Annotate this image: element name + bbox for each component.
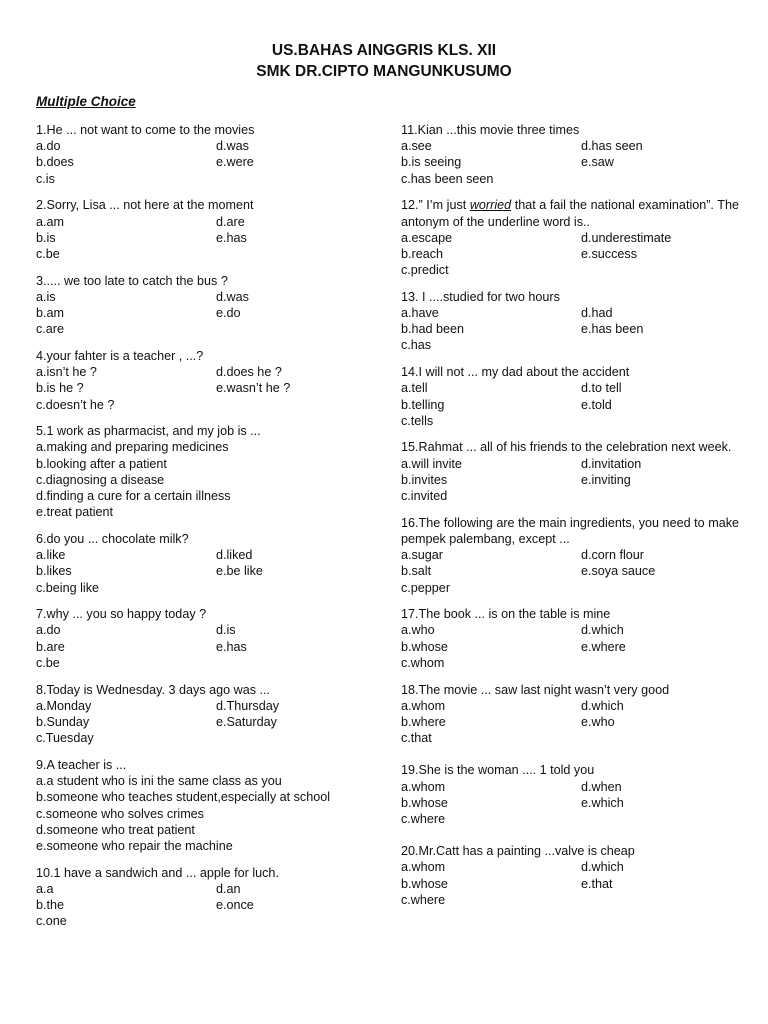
option-d: d.which: [581, 623, 624, 638]
question-stem: 2.Sorry, Lisa ... not here at the moment: [36, 198, 254, 213]
option-b: b.am: [36, 306, 64, 321]
question-19: [401, 762, 739, 827]
option-e: e.someone who repair the machine: [36, 838, 233, 853]
option-a: a.a student who is ini the same class as you: [36, 774, 282, 789]
option-c: c.one: [36, 914, 67, 929]
question-stem: [401, 197, 739, 229]
question-4: [36, 348, 366, 413]
question-3: [36, 273, 366, 338]
option-c: c.doesn’t he ?: [36, 397, 115, 412]
option-d: d.corn flour: [581, 548, 644, 563]
option-e: e.once: [216, 898, 254, 913]
options-grid: [401, 456, 739, 505]
question-stem: 5.1 work as pharmacist, and my job is ...: [36, 424, 261, 439]
option-a: a.like: [36, 548, 66, 563]
question-stem: 8.Today is Wednesday. 3 days ago was ...: [36, 682, 271, 697]
option-a: a.Monday: [36, 698, 92, 713]
question-20: [401, 843, 739, 908]
option-e: e.which: [581, 795, 624, 810]
options-grid: [36, 547, 366, 596]
question-9: [36, 757, 366, 854]
option-b: b.likes: [36, 564, 72, 579]
question-column-right: [401, 122, 739, 919]
question-13: [401, 289, 739, 354]
question-stem: 3..... we too late to catch the bus ?: [36, 273, 228, 288]
option-a: a.who: [401, 623, 435, 638]
question-12: [401, 197, 739, 278]
option-d: d.someone who treat patient: [36, 822, 195, 837]
underlined-word: worried: [469, 198, 512, 213]
question-stem: 15.Rahmat ... all of his friends to the celebration next week.: [401, 440, 732, 455]
section-title: Multiple Choice: [36, 94, 136, 109]
option-b: b.whose: [401, 639, 448, 654]
option-a: a.sugar: [401, 548, 444, 563]
option-c: c.whom: [401, 655, 445, 670]
question-11: [401, 122, 739, 187]
option-b: b.salt: [401, 564, 432, 579]
option-c: c.invited: [401, 489, 448, 504]
option-d: d.finding a cure for a certain illness: [36, 489, 231, 504]
option-c: c.tells: [401, 413, 434, 428]
question-stem: 9.A teacher is ...: [36, 757, 127, 772]
question-16: [401, 515, 739, 596]
option-a: a.see: [401, 139, 432, 154]
option-c: c.where: [401, 812, 446, 827]
option-e: e.that: [581, 876, 613, 891]
option-b: b.are: [36, 639, 65, 654]
option-c: c.someone who solves crimes: [36, 806, 204, 821]
option-c: c.has been seen: [401, 171, 494, 186]
option-e: e.inviting: [581, 472, 631, 487]
question-stem: 14.I will not ... my dad about the accident: [401, 365, 630, 380]
option-a: a.making and preparing medicines: [36, 440, 229, 455]
option-d: d.does he ?: [216, 365, 282, 380]
option-d: d.which: [581, 698, 624, 713]
question-stem: 1.He ... not want to come to the movies: [36, 123, 255, 137]
option-e: e.saw: [581, 155, 614, 170]
question-10: [36, 865, 366, 930]
option-a: a.tell: [401, 381, 428, 396]
question-stem: 18.The movie ... saw last night wasn’t very good: [401, 682, 670, 697]
option-c: c.be: [36, 655, 60, 670]
question-5: [36, 423, 366, 520]
question-stem: 11.Kian ...this movie three times: [401, 123, 580, 137]
question-2: [36, 197, 366, 262]
options-list: [36, 773, 366, 854]
option-d: d.invitation: [581, 456, 642, 471]
option-c: c.where: [401, 892, 446, 907]
question-stem: 16.The following are the main ingredients, you need to make pempek palembang, except ...: [401, 515, 739, 546]
question-14: [401, 364, 739, 429]
question-stem: 4.your fahter is a teacher , ...?: [36, 348, 204, 363]
options-grid: [36, 364, 366, 413]
option-a: a.escape: [401, 230, 453, 245]
option-b: b.invites: [401, 472, 448, 487]
option-e: e.who: [581, 715, 615, 729]
option-a: a.do: [36, 139, 61, 154]
question-stem: 6.do you ... chocolate milk?: [36, 531, 189, 546]
option-b: b.reach: [401, 246, 444, 261]
option-a: a.whom: [401, 698, 446, 713]
option-a: a.a: [36, 881, 54, 896]
option-d: d.when: [581, 779, 622, 794]
option-b: b.had been: [401, 322, 465, 337]
options-grid: [36, 214, 366, 263]
options-grid: [401, 779, 739, 828]
question-1: [36, 122, 366, 187]
stem-part-before: 12.” I’m just: [401, 198, 470, 213]
option-b: b.telling: [401, 397, 445, 412]
option-c: c.are: [36, 322, 64, 337]
option-d: d.Thursday: [216, 698, 279, 713]
option-e: e.do: [216, 306, 241, 321]
option-d: d.was: [216, 289, 249, 304]
option-d: d.to tell: [581, 381, 622, 396]
option-b: b.whose: [401, 795, 448, 810]
option-e: e.soya sauce: [581, 564, 656, 579]
option-d: d.is: [216, 623, 236, 638]
question-stem: 7.why ... you so happy today ?: [36, 607, 207, 622]
question-stem: 13. I ....studied for two hours: [401, 289, 560, 304]
option-c: c.diagnosing a disease: [36, 472, 165, 487]
option-e: e.Saturday: [216, 715, 277, 729]
option-b: b.is he ?: [36, 381, 84, 396]
option-d: d.underestimate: [581, 230, 672, 245]
option-b: b.is: [36, 230, 56, 245]
question-7: [36, 606, 366, 671]
option-d: d.which: [581, 860, 624, 875]
option-e: e.has: [216, 230, 247, 245]
option-a: a.isn’t he ?: [36, 365, 97, 380]
option-b: b.is seeing: [401, 155, 462, 170]
option-e: e.where: [581, 639, 626, 654]
options-grid: [401, 305, 739, 354]
options-grid: [36, 289, 366, 338]
question-stem: 17.The book ... is on the table is mine: [401, 607, 611, 622]
options-grid: [401, 380, 739, 429]
options-grid: [36, 698, 366, 747]
option-c: c.Tuesday: [36, 731, 94, 746]
option-a: a.is: [36, 289, 56, 304]
option-d: d.liked: [216, 548, 253, 563]
option-e: e.has: [216, 639, 247, 654]
option-a: a.will invite: [401, 456, 462, 471]
option-a: a.do: [36, 623, 61, 638]
option-c: c.is: [36, 171, 55, 186]
option-c: c.be: [36, 246, 60, 261]
header-title-line1: US.BAHAS AINGGRIS KLS. XII: [271, 42, 497, 59]
options-grid: [401, 622, 739, 671]
option-e: e.has been: [581, 322, 644, 337]
question-column-left: [36, 122, 366, 940]
option-b: b.looking after a patient: [36, 456, 167, 471]
option-c: c.has: [401, 338, 432, 353]
question-18: [401, 682, 739, 747]
options-grid: [401, 230, 739, 279]
question-stem: 10.1 have a sandwich and ... apple for luch.: [36, 865, 279, 880]
option-c: c.pepper: [401, 580, 451, 595]
option-a: a.whom: [401, 860, 446, 875]
option-b: b.the: [36, 898, 65, 913]
option-a: a.am: [36, 214, 64, 229]
option-d: d.an: [216, 881, 241, 896]
option-b: b.whose: [401, 876, 448, 891]
option-e: e.told: [581, 397, 612, 412]
option-d: d.had: [581, 306, 613, 321]
option-c: c.being like: [36, 580, 100, 595]
option-d: d.are: [216, 214, 245, 229]
document-header: [0, 40, 768, 82]
question-15: [401, 439, 739, 504]
option-e: e.wasn’t he ?: [216, 381, 291, 396]
option-a: a.have: [401, 306, 439, 321]
question-6: [36, 531, 366, 596]
option-d: d.was: [216, 139, 249, 154]
option-b: b.Sunday: [36, 715, 90, 729]
options-grid: [401, 138, 739, 187]
option-c: c.predict: [401, 263, 449, 278]
option-b: b.does: [36, 155, 74, 170]
options-grid: [36, 138, 366, 187]
options-grid: [401, 547, 739, 596]
options-grid: [36, 881, 366, 930]
option-e: e.treat patient: [36, 505, 114, 520]
option-c: c.that: [401, 731, 432, 746]
stem-part-after: that a fail the national examination”. The antonym of the underline word is..: [401, 198, 739, 229]
options-grid: [401, 698, 739, 747]
option-e: e.were: [216, 155, 254, 170]
option-e: e.be like: [216, 564, 263, 579]
option-a: a.whom: [401, 779, 446, 794]
options-grid: [401, 859, 739, 908]
options-grid: [36, 622, 366, 671]
option-b: b.where: [401, 715, 446, 729]
option-d: d.has seen: [581, 139, 643, 154]
option-b: b.someone who teaches student,especially at school: [36, 790, 331, 805]
header-title-line2: SMK DR.CIPTO MANGUNKUSUMO: [256, 63, 512, 80]
question-8: [36, 682, 366, 747]
option-e: e.success: [581, 246, 637, 261]
options-list: [36, 439, 366, 520]
question-stem: 19.She is the woman .... 1 told you: [401, 763, 595, 778]
question-17: [401, 606, 739, 671]
question-stem: 20.Mr.Catt has a painting ...valve is cheap: [401, 844, 635, 859]
